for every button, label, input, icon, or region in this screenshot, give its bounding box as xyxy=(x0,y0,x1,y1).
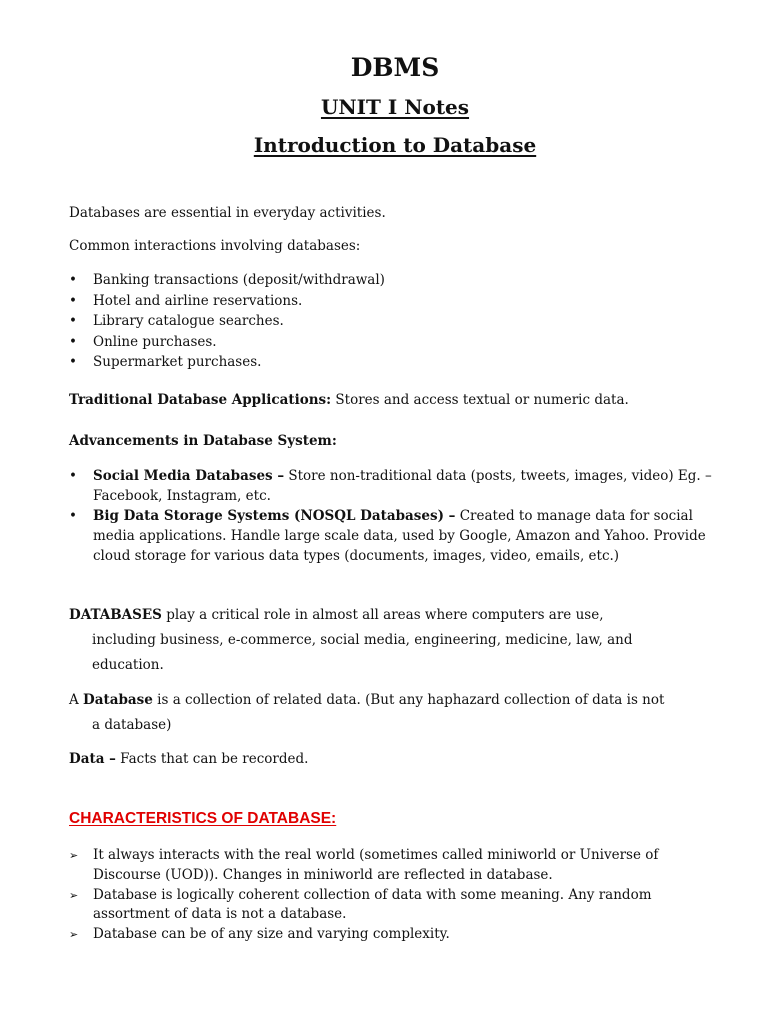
traditional-text: Stores and access textual or numeric data. xyxy=(331,392,629,408)
bullet-icon: • xyxy=(69,508,77,524)
data-definition: Data – Facts that can be recorded. xyxy=(69,751,309,767)
characteristics-heading: CHARACTERISTICS OF DATABASE: xyxy=(69,810,337,827)
bullet-icon: • xyxy=(69,313,77,329)
list-item: • Big Data Storage Systems (NOSQL Databases) – Created to manage data for social media applications. Handle large scale data, used by Google, Amazon and Yahoo. Provide cloud storage for various data types (documents, images, video, emails, etc.) xyxy=(69,508,706,564)
bullet-icon: • xyxy=(69,333,77,350)
bullet-icon: • xyxy=(69,468,77,484)
characteristics-list xyxy=(69,846,729,945)
list-item: • Banking transactions (deposit/withdrawal) xyxy=(69,270,729,291)
list-item: • Hotel and airline reservations. xyxy=(69,291,729,312)
arrow-bullet-icon: ➢ xyxy=(69,849,79,862)
arrow-bullet-icon: ➢ xyxy=(69,928,79,942)
advancements-list xyxy=(69,466,729,566)
bullet-icon: • xyxy=(69,292,77,309)
advancements-heading: Advancements in Database System: xyxy=(69,433,337,449)
bullet-icon: • xyxy=(69,272,77,288)
list-item: ➢ It always interacts with the real world (sometimes called miniworld or Universe of Discourse (UOD)). Changes in miniworld are reflected in database. xyxy=(69,847,659,883)
arrow-bullet-icon: ➢ xyxy=(69,888,79,902)
intro-paragraph-2: Common interactions involving databases: xyxy=(69,238,361,254)
document-subtitle: UNIT I Notes xyxy=(320,95,470,119)
list-item: ➢ Database is logically coherent collection of data with some meaning. Any random assortment of data is not a database. xyxy=(69,886,652,923)
list-item: ➢ Database can be of any size and varying complexity. xyxy=(69,925,729,945)
database-definition: A Database is a collection of related data. (But any haphazard collection of data is not a database) xyxy=(69,692,665,733)
traditional-applications xyxy=(69,390,729,410)
databases-paragraph: DATABASES play a critical role in almost all areas where computers are use, including business, e-commerce, social media, engineering, medicine, law, and education. xyxy=(69,607,633,673)
interactions-list xyxy=(69,270,729,373)
document-title: DBMS xyxy=(350,53,440,82)
document-heading: Introduction to Database xyxy=(253,133,537,157)
intro-paragraph-1: Databases are essential in everyday activities. xyxy=(69,205,386,221)
traditional-label: Traditional Database Applications: xyxy=(69,392,332,408)
bullet-icon: • xyxy=(69,354,77,370)
list-item: • Supermarket purchases. xyxy=(69,352,729,373)
list-item: • Library catalogue searches. xyxy=(69,311,729,332)
list-item: • Social Media Databases – Store non-traditional data (posts, tweets, images, video) Eg. – Facebook, Instagram, etc. xyxy=(69,468,712,504)
list-item: • Online purchases. xyxy=(69,332,729,353)
